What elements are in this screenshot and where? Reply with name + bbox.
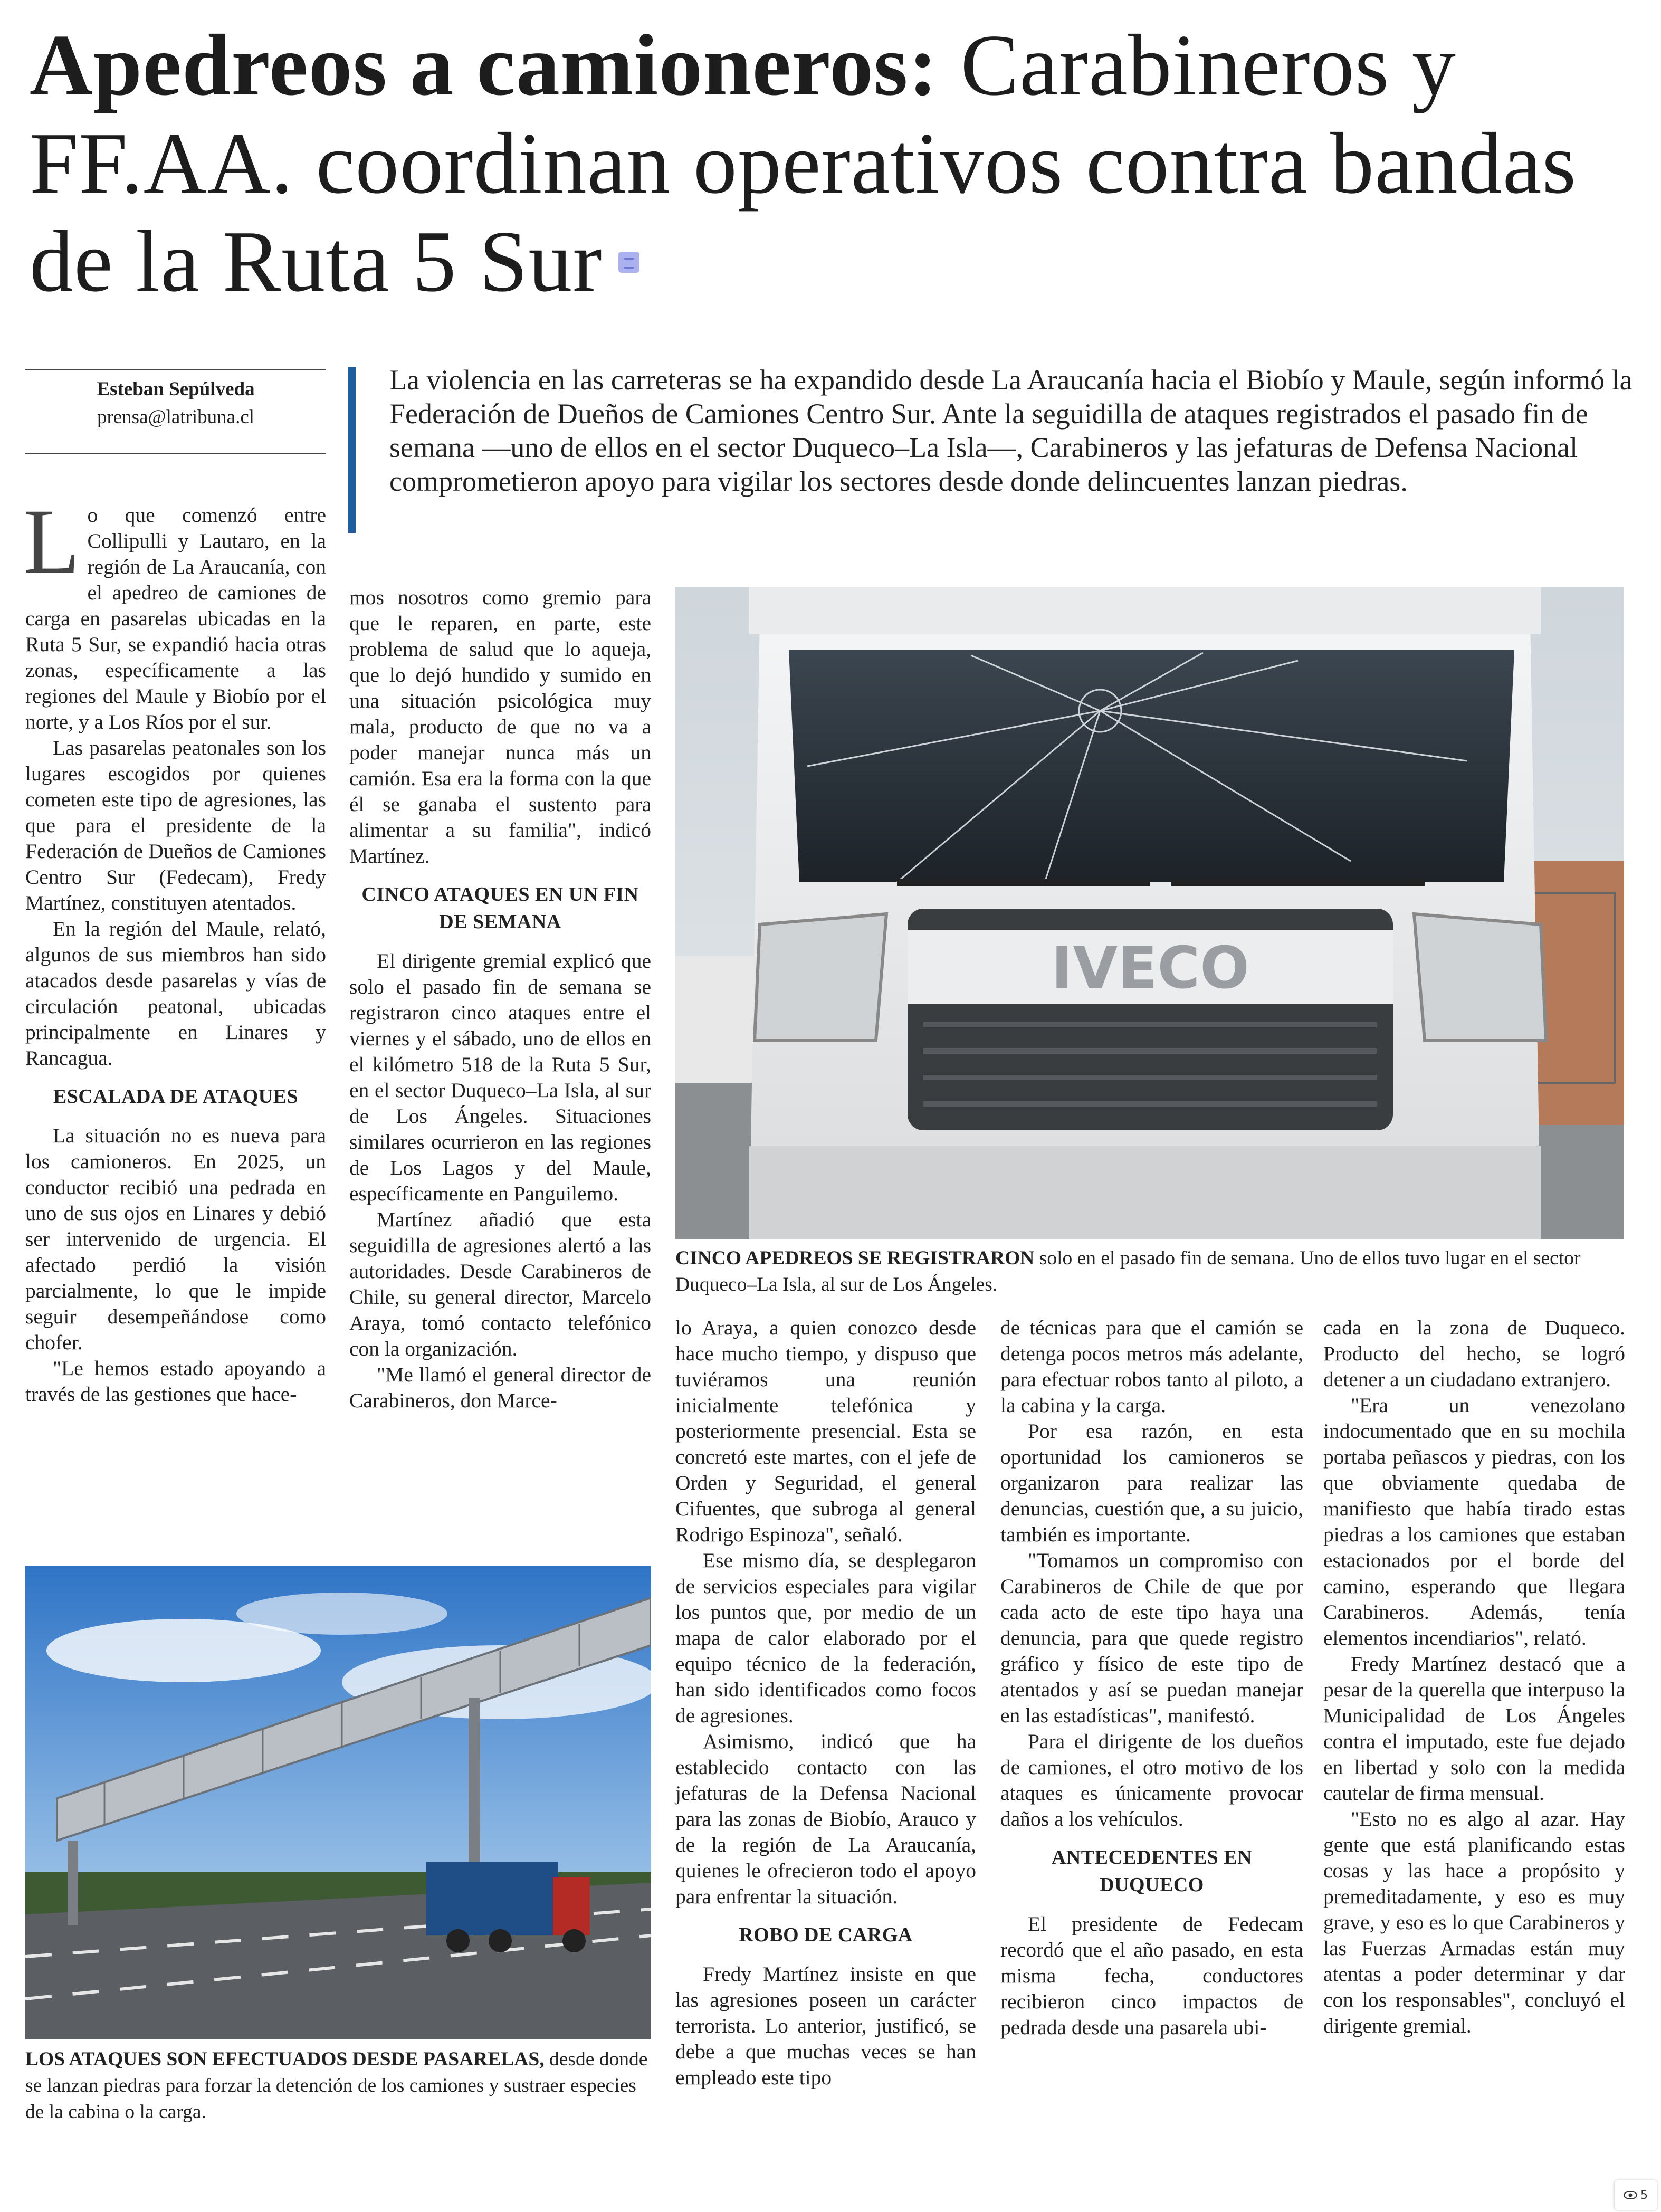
eye-icon — [1624, 2191, 1637, 2199]
lead-accent-bar — [348, 367, 356, 533]
col5-paragraph-1: cada en la zona de Duqueco. Producto del hecho, se logró detener a un ciudadano extranjero. — [1323, 1316, 1625, 1391]
article-column-1 — [23, 490, 326, 1537]
col4-paragraph-4: Para el dirigente de los dueños de camiones, el otro motivo de los ataques es únicamente provocar daños a los vehículos. — [1000, 1730, 1303, 1830]
col2-paragraph-1: mos nosotros como gremio para que le reparen, en parte, este problema de salud que lo aqueja, que lo dejó hundido y sumido en una situación psicológica muy mala, producto de que no va a poder manejar nunca más un camión. Esa era la forma con la que él se ganaba el sustento para alimentar a su familia", indicó Martínez. — [349, 586, 651, 867]
col4-paragraph-3: "Tomamos un compromiso con Carabineros de Chile de que por cada acto de este tipo haya una denuncia, para que quede registro gráfico y físico de este tipo de atentados y así se puedan manejar en las estadísticas", manifestó. — [1000, 1549, 1303, 1727]
bridge-caption-text: desde donde se lanzan piedras para forzar la detención de los camiones y sustraer especies de la cabina o la carga. — [25, 2048, 648, 2123]
byline-author: Esteban Sepúlveda — [97, 378, 255, 400]
byline — [25, 375, 326, 431]
col5-paragraph-4: "Esto no es algo al azar. Hay gente que está planificando estas cosas y las hace a propósito y premeditadamente, y eso es muy grave, y eso es lo que Carabineros y las Fuerzas Armadas están muy atentas a poder determinar y dar con los responsables", concluyó el dirigente gremial. — [1323, 1807, 1625, 2037]
lead-paragraph: La violencia en las carreteras se ha expandido desde La Araucanía hacia el Biobío y Maule, según informó la Federación de Dueños de Camiones Centro Sur. Ante la seguidilla de ataques registrados el pasado fin de semana —uno de ellos en el sector Duqueco–La Isla—, Carabineros y las jefaturas de Defensa Nacional comprometieron apoyo para vigilar los sectores desde donde delincuentes lanzan piedras. — [389, 364, 1633, 497]
col4-paragraph-5: El presidente de Fedecam recordó que el año pasado, en esta misma fecha, conductores recibieron cinco impactos de pedrada desde una pasarela ubi- — [1000, 1912, 1303, 2039]
subhead-robo-de-carga: ROBO DE CARGA — [739, 1924, 913, 1946]
footbridge-photo-caption — [25, 2046, 651, 2125]
page-indicator[interactable] — [1615, 2180, 1657, 2210]
truck-caption-text: solo en el pasado fin de semana. Uno de ellos tuvo lugar en el sector Duqueco–La Isla, al sur de Los Ángeles. — [675, 1247, 1581, 1295]
article-column-5 — [1323, 1315, 1625, 2159]
page-number: 5 — [1640, 2188, 1648, 2202]
truck-caption-bold: CINCO APEDREOS SE REGISTRARON — [675, 1247, 1035, 1269]
headline-bold: Apedreos a camioneros: — [30, 16, 938, 113]
byline-bottom-rule — [25, 453, 326, 454]
truck-photo — [675, 587, 1624, 1239]
subhead-cinco-ataques: CINCO ATAQUES EN UN FIN DE SEMANA — [361, 883, 639, 933]
drop-cap: L — [23, 490, 80, 593]
truck-brand-text: IVECO — [1051, 934, 1249, 1002]
byline-top-rule — [25, 369, 326, 370]
subhead-escalada: ESCALADA DE ATAQUES — [53, 1085, 299, 1108]
subhead-antecedentes: ANTECEDENTES EN DUQUECO — [1051, 1846, 1253, 1896]
headline-light: Carabineros y FF.AA. coordinan operativos contra bandas de la Ruta 5 Sur — [30, 16, 1577, 310]
col2-paragraph-2: El dirigente gremial explicó que solo el pasado fin de semana se registraron cinco ataques entre el viernes y el sábado, uno de ellos en el kilómetro 518 de la Ruta 5 Sur, en el sector Duqueco–La Isla, al sur de Los Ángeles. Situaciones similares ocurrieron en las regiones de Los Lagos y del Maule, específicamente en Panguilemo. — [349, 949, 651, 1205]
col4-paragraph-2: Por esa razón, en esta oportunidad los camioneros se organizaron para realizar las denuncias, cuestión que, a su juicio, también es importante. — [1000, 1419, 1303, 1546]
headline — [30, 16, 1639, 310]
footbridge-photo — [25, 1566, 651, 2039]
col5-paragraph-2: "Era un venezolano indocumentado que en su mochila portaba peñascos y piedras, con los que obviamente quedaba de manifiesto que había tirado estas piedras a los camiones que estaban estacionados por el borde del camino, esperando que llegara Carabineros. Además, tenía elementos incendiarios", relató. — [1323, 1394, 1625, 1650]
col5-paragraph-3: Fredy Martínez destacó que a pesar de la querella que interpuso la Municipalidad de Los Ángeles contra el imputado, este fue dejado en libertad y solo con la medida cautelar de firma mensual. — [1323, 1652, 1625, 1805]
col3-paragraph-1: lo Araya, a quien conozco desde hace mucho tiempo, y dispuso que tuviéramos una reunión inicialmente telefónica y posteriormente presencial. Esta se concretó este martes, con el jefe de Orden y Seguridad, el general Cifuentes, que subroga al general Rodrigo Espinoza", señaló. — [675, 1316, 976, 1546]
article-column-3 — [675, 1315, 976, 2159]
col3-paragraph-2: Ese mismo día, se desplegaron de servicios especiales para vigilar los puntos que, por medio de un mapa de calor elaborado por el equipo técnico de la federación, han sido identificados como focos de agresiones. — [675, 1549, 976, 1727]
col2-paragraph-4: "Me llamó el general director de Carabineros, don Marce- — [349, 1363, 651, 1412]
article-column-2 — [349, 585, 651, 1534]
col1-paragraph-4: La situación no es nueva para los camioneros. En 2025, un conductor recibió una pedrada en uno de sus ojos en Linares y debió ser intervenido de urgencia. El afectado perdió la visión parcialmente, lo que le impide seguir desempeñándose como chofer. — [25, 1124, 326, 1354]
article-column-4 — [1000, 1315, 1303, 2159]
truck-photo-caption — [675, 1245, 1624, 1298]
col1-paragraph-5: "Le hemos estado apoyando a través de las gestiones que hace- — [25, 1357, 326, 1406]
col1-paragraph-1: o que comenzó entre Collipulli y Lautaro, en la región de La Araucanía, con el apedreo de camiones de carga en pasarelas ubicadas en la Ruta 5 Sur, se expandió hacia otras zonas, específicamente a las regiones del Maule y Biobío por el norte, y a Los Ríos por el sur. — [25, 503, 326, 733]
col4-paragraph-1: de técnicas para que el camión se detenga pocos metros más adelante, para efectuar robos tanto al piloto, a la cabina y la carga. — [1000, 1316, 1303, 1417]
col2-paragraph-3: Martínez añadió que esta seguidilla de agresiones alertó a las autoridades. Desde Carabineros de Chile, su general director, Marcelo Araya, tomó contacto telefónico con la organización. — [349, 1208, 651, 1360]
col3-paragraph-4: Fredy Martínez insiste en que las agresiones poseen un carácter terrorista. Lo anterior, justificó, se debe a que muchas veces se han empleado este tipo — [675, 1962, 976, 2089]
note-icon[interactable] — [618, 252, 639, 273]
col1-paragraph-2: Las pasarelas peatonales son los lugares escogidos por quienes cometen este tipo de agresiones, las que para el presidente de la Federación de Dueños de Camiones Centro Sur (Fedecam), Fredy Martínez, constituyen atentados. — [25, 736, 326, 914]
byline-email: prensa@latribuna.cl — [97, 406, 255, 428]
col3-paragraph-3: Asimismo, indicó que ha establecido contacto con las jefaturas de la Defensa Nacional para las zonas de Biobío, Arauco y de la región de La Araucanía, quienes le ofrecieron todo el apoyo para enfrentar la situación. — [675, 1730, 976, 1908]
bridge-caption-bold: LOS ATAQUES SON EFECTUADOS DESDE PASARELAS, — [25, 2048, 545, 2070]
col1-paragraph-3: En la región del Maule, relató, algunos de sus miembros han sido atacados desde pasarelas y vías de circulación peatonal, ubicadas principalmente en Linares y Rancagua. — [25, 917, 326, 1070]
